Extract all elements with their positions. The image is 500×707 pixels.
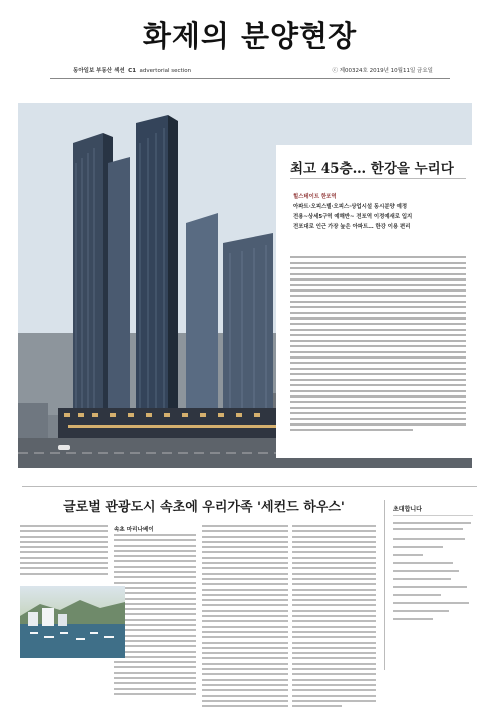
second-section-label: 속초 마리나베이 (114, 527, 154, 533)
feature-rule (290, 178, 466, 179)
feature-article (276, 145, 472, 458)
sidebar-heading: 초대합니다 (393, 506, 422, 513)
second-body-col3 (292, 525, 376, 675)
section-title: 화제의 분양현장 (142, 19, 358, 53)
second-body-col0 (20, 525, 108, 580)
feature-body-text (290, 256, 466, 435)
header-rule (50, 78, 450, 79)
marina-photo (20, 586, 125, 658)
issue-infobar (73, 66, 433, 74)
feature-title: 최고 45층… 한강을 누리다 (290, 161, 454, 177)
second-body-col2 (202, 525, 288, 675)
section-divider (22, 486, 477, 487)
second-body-col1 (114, 534, 196, 684)
section-tag: advertorial section (139, 68, 192, 74)
masthead (0, 14, 500, 55)
page-code: C1 (128, 68, 137, 74)
invitation-sidebar (384, 500, 477, 670)
publication-name: 동아일보 부동산 섹션 (73, 68, 125, 74)
feature-subhead: 전포대로 인근 가장 높은 아파트… 한강 이용 편리 (293, 224, 411, 230)
feature-subheads (293, 192, 463, 232)
issue-info: ⓒ 제00324호 2019년 10월11일 금요일 (332, 68, 433, 74)
feature-subhead: 전용~상세5구역 예해반~ 전포역 이정예새로 입지 (293, 214, 413, 220)
feature-subhead: 힐스테이트 한포역 (293, 194, 337, 200)
feature-subhead: 아파트·오피스텔·오피스·상업시설 동시분양 예정 (293, 204, 408, 210)
second-headline: 글로벌 관광도시 속초에 우리가족 '세컨드 하우스' (63, 500, 345, 515)
sidebar-rule (393, 515, 473, 516)
